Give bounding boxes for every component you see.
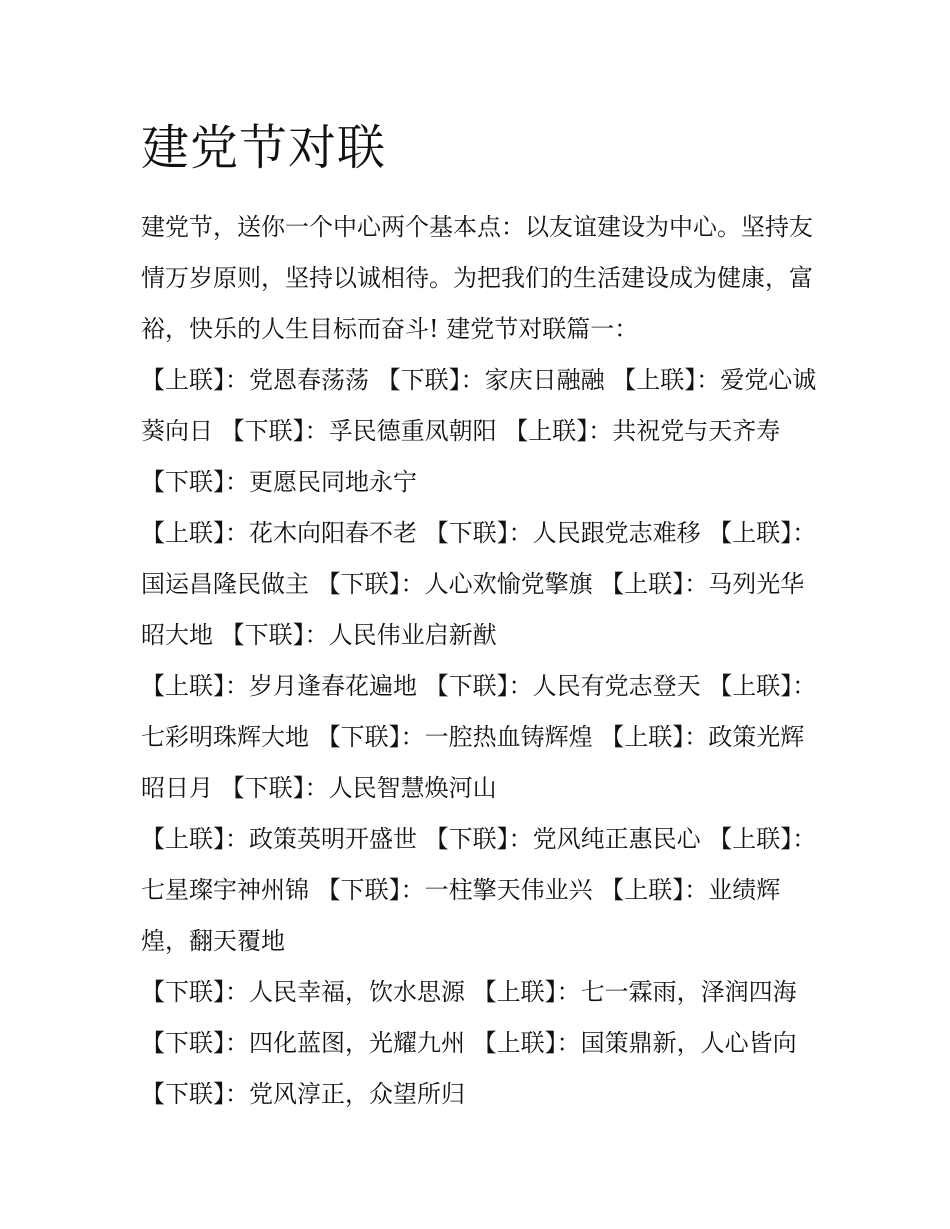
paragraph-couplets-1: 【上联】：党恩春荡荡 【下联】：家庆日融融 【上联】：爱党心诚葵向日 【下联】：孚民德重凤朝阳 【上联】：共祝党与天齐寿 【下联】：更愿民同地永宁 (141, 366, 817, 496)
paragraph-couplets-2: 【上联】：花木向阳春不老 【下联】：人民跟党志难移 【上联】：国运昌隆民做主 【下联】：人心欢愉党擎旗 【上联】：马列光华昭大地 【下联】：人民伟业启新猷 (141, 519, 817, 649)
paragraph-couplets-4: 【上联】：政策英明开盛世 【下联】：党风纯正惠民心 【上联】：七星璨宇神州锦 【下联】：一柱擎天伟业兴 【上联】：业绩辉煌，翻天覆地 (141, 825, 817, 955)
paragraph-couplets-3: 【上联】：岁月逢春花遍地 【下联】：人民有党志登天 【上联】：七彩明珠辉大地 【下联】：一腔热血铸辉煌 【上联】：政策光辉昭日月 【下联】：人民智慧焕河山 (141, 672, 817, 802)
paragraph-intro: 建党节，送你一个中心两个基本点：以友谊建设为中心。坚持友情万岁原则，坚持以诚相待。为把我们的生活建设成为健康，富裕，快乐的人生目标而奋斗! 建党节对联篇一： (141, 213, 813, 343)
paragraph-couplets-5: 【下联】：人民幸福，饮水思源 【上联】：七一霖雨，泽润四海 【下联】：四化蓝图，光耀九州 【上联】：国策鼎新，人心皆向 【下联】：党风淳正，众望所归 (141, 978, 797, 1108)
page-title: 建党节对联 (141, 120, 387, 176)
document-body (141, 112, 821, 1120)
